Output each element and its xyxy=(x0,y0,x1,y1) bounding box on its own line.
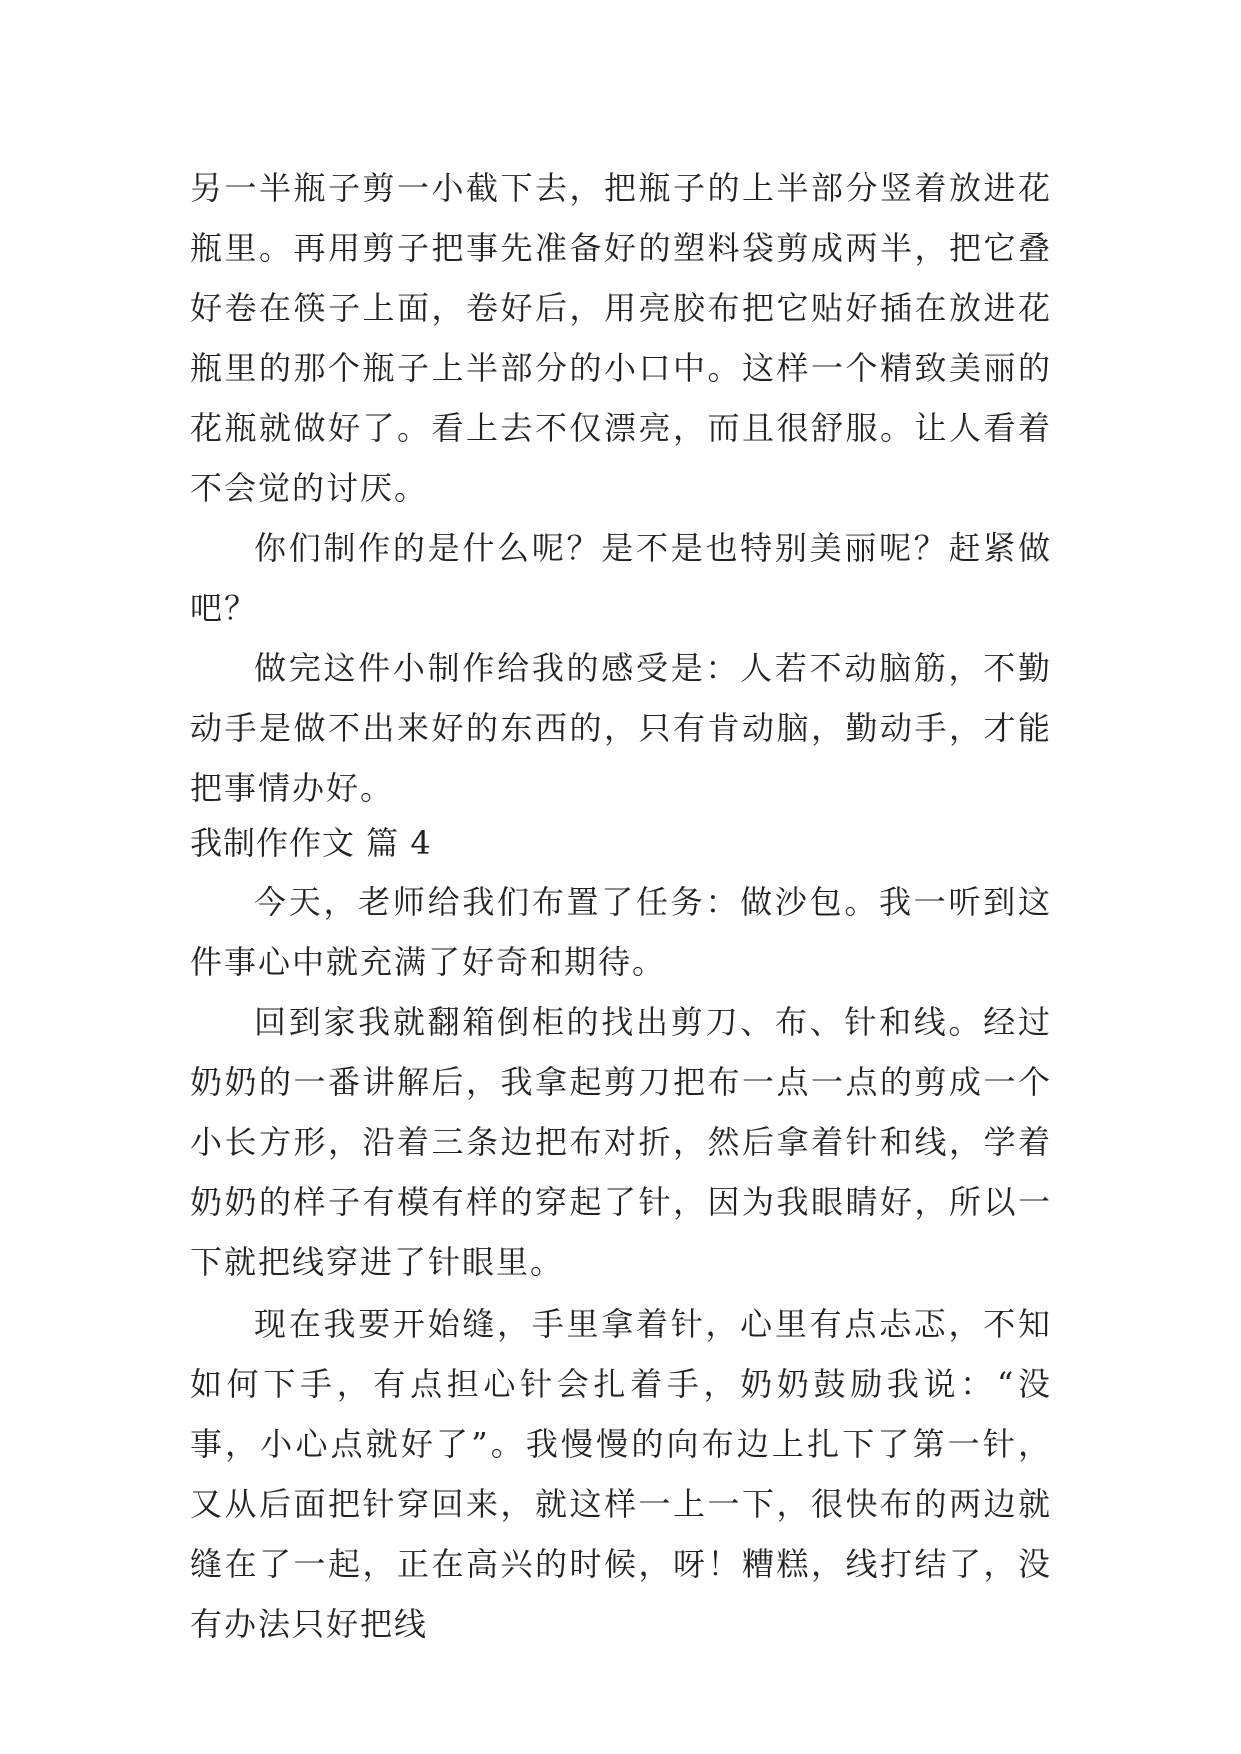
paragraph-task: 今天，老师给我们布置了任务：做沙包。我一听到这件事心中就充满了好奇和期待。 xyxy=(190,883,1052,981)
paragraph-question: 你们制作的是什么呢？是不是也特别美丽呢？赶紧做吧？ xyxy=(190,529,1052,627)
document-body xyxy=(190,158,1052,1654)
section-heading: 我制作作文 篇 4 xyxy=(190,824,432,862)
paragraph-reflection: 做完这件小制作给我的感受是：人若不动脑筋，不勤动手是做不出来好的东西的，只有肯动脑，勤动手，才能把事情办好。 xyxy=(190,649,1052,807)
paragraph-vase-instructions: 另一半瓶子剪一小截下去，把瓶子的上半部分竖着放进花瓶里。再用剪子把事先准备好的塑料袋剪成两半，把它叠好卷在筷子上面，卷好后，用亮胶布把它贴好插在放进花瓶里的那个瓶子上半部分的小口中。这样一个精致美丽的花瓶就做好了。看上去不仅漂亮，而且很舒服。让人看着不会觉的讨厌。 xyxy=(190,169,1052,507)
paragraph-sewing: 现在我要开始缝，手里拿着针，心里有点忐忑，不知如何下手，有点担心针会扎着手，奶奶鼓励我说：“没事，小心点就好了”。我慢慢的向布边上扎下了第一针，又从后面把针穿回来，就这样一上一下，很快布的两边就缝在了一起，正在高兴的时候，呀！糟糕，线打结了，没有办法只好把线 xyxy=(190,1305,1052,1643)
paragraph-preparation: 回到家我就翻箱倒柜的找出剪刀、布、针和线。经过奶奶的一番讲解后，我拿起剪刀把布一点一点的剪成一个小长方形，沿着三条边把布对折，然后拿着针和线，学着奶奶的样子有模有样的穿起了针，因为我眼睛好，所以一下就把线穿进了针眼里。 xyxy=(190,1003,1052,1281)
